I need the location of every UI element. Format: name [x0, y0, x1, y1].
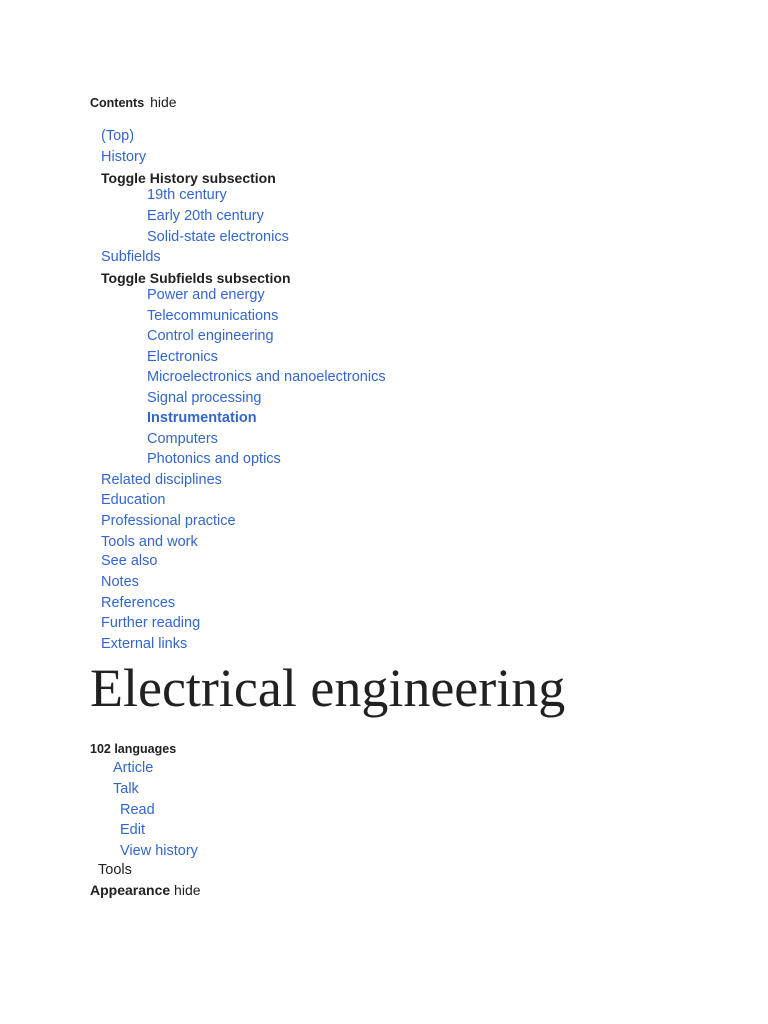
toc-item-early-20th-century[interactable]: Early 20th century: [147, 208, 264, 224]
toc-item-electronics[interactable]: Electronics: [147, 349, 218, 365]
toc-item-history[interactable]: History: [101, 149, 147, 165]
toc-item-external-links[interactable]: External links: [101, 636, 188, 652]
languages-button[interactable]: 102 languages: [90, 742, 177, 756]
toc-item-see-also[interactable]: See also: [101, 553, 158, 569]
tab-edit[interactable]: Edit: [120, 822, 145, 838]
toc-item-references[interactable]: References: [101, 595, 176, 611]
toc-item-solid-state-electronics[interactable]: Solid-state electronics: [147, 229, 289, 245]
toc-item-further-reading[interactable]: Further reading: [101, 615, 201, 631]
tools-menu-button[interactable]: Tools: [98, 862, 132, 878]
toc-item-microelectronics-and-nanoelectronics[interactable]: Microelectronics and nanoelectronics: [147, 369, 386, 385]
toc-item-signal-processing[interactable]: Signal processing: [147, 390, 262, 406]
toc-item-computers[interactable]: Computers: [147, 431, 218, 447]
contents-title: Contents: [90, 96, 145, 110]
toc-item-education[interactable]: Education: [101, 492, 166, 508]
toc-item-telecommunications[interactable]: Telecommunications: [147, 308, 279, 324]
toc-item-subfields[interactable]: Subfields: [101, 249, 161, 265]
tab-read[interactable]: Read: [120, 802, 155, 818]
toc-item-notes[interactable]: Notes: [101, 574, 139, 590]
toc-item-tools-and-work[interactable]: Tools and work: [101, 534, 198, 550]
toggle-history-subsection-button[interactable]: Toggle History subsection: [101, 170, 276, 186]
tab-view-history[interactable]: View history: [120, 843, 198, 859]
contents-hide-button[interactable]: hide: [150, 94, 177, 110]
toc-item-19th-century[interactable]: 19th century: [147, 187, 227, 203]
toc-item-instrumentation[interactable]: Instrumentation: [147, 410, 257, 426]
toggle-subfields-subsection-button[interactable]: Toggle Subfields subsection: [101, 270, 291, 286]
page-title: Electrical engineering: [90, 658, 566, 718]
toc-item-power-and-energy[interactable]: Power and energy: [147, 287, 265, 303]
appearance-title: Appearance: [90, 882, 171, 898]
tab-article[interactable]: Article: [113, 760, 154, 776]
toc-item-top[interactable]: (Top): [101, 128, 135, 144]
toc-item-professional-practice[interactable]: Professional practice: [101, 513, 236, 529]
contents-header: [90, 93, 177, 112]
tab-talk[interactable]: Talk: [113, 781, 139, 797]
toc-item-photonics-and-optics[interactable]: Photonics and optics: [147, 451, 281, 467]
toc-item-related-disciplines[interactable]: Related disciplines: [101, 472, 222, 488]
appearance-header: [90, 881, 201, 899]
appearance-hide-button[interactable]: hide: [174, 882, 201, 898]
toc-item-control-engineering[interactable]: Control engineering: [147, 328, 274, 344]
